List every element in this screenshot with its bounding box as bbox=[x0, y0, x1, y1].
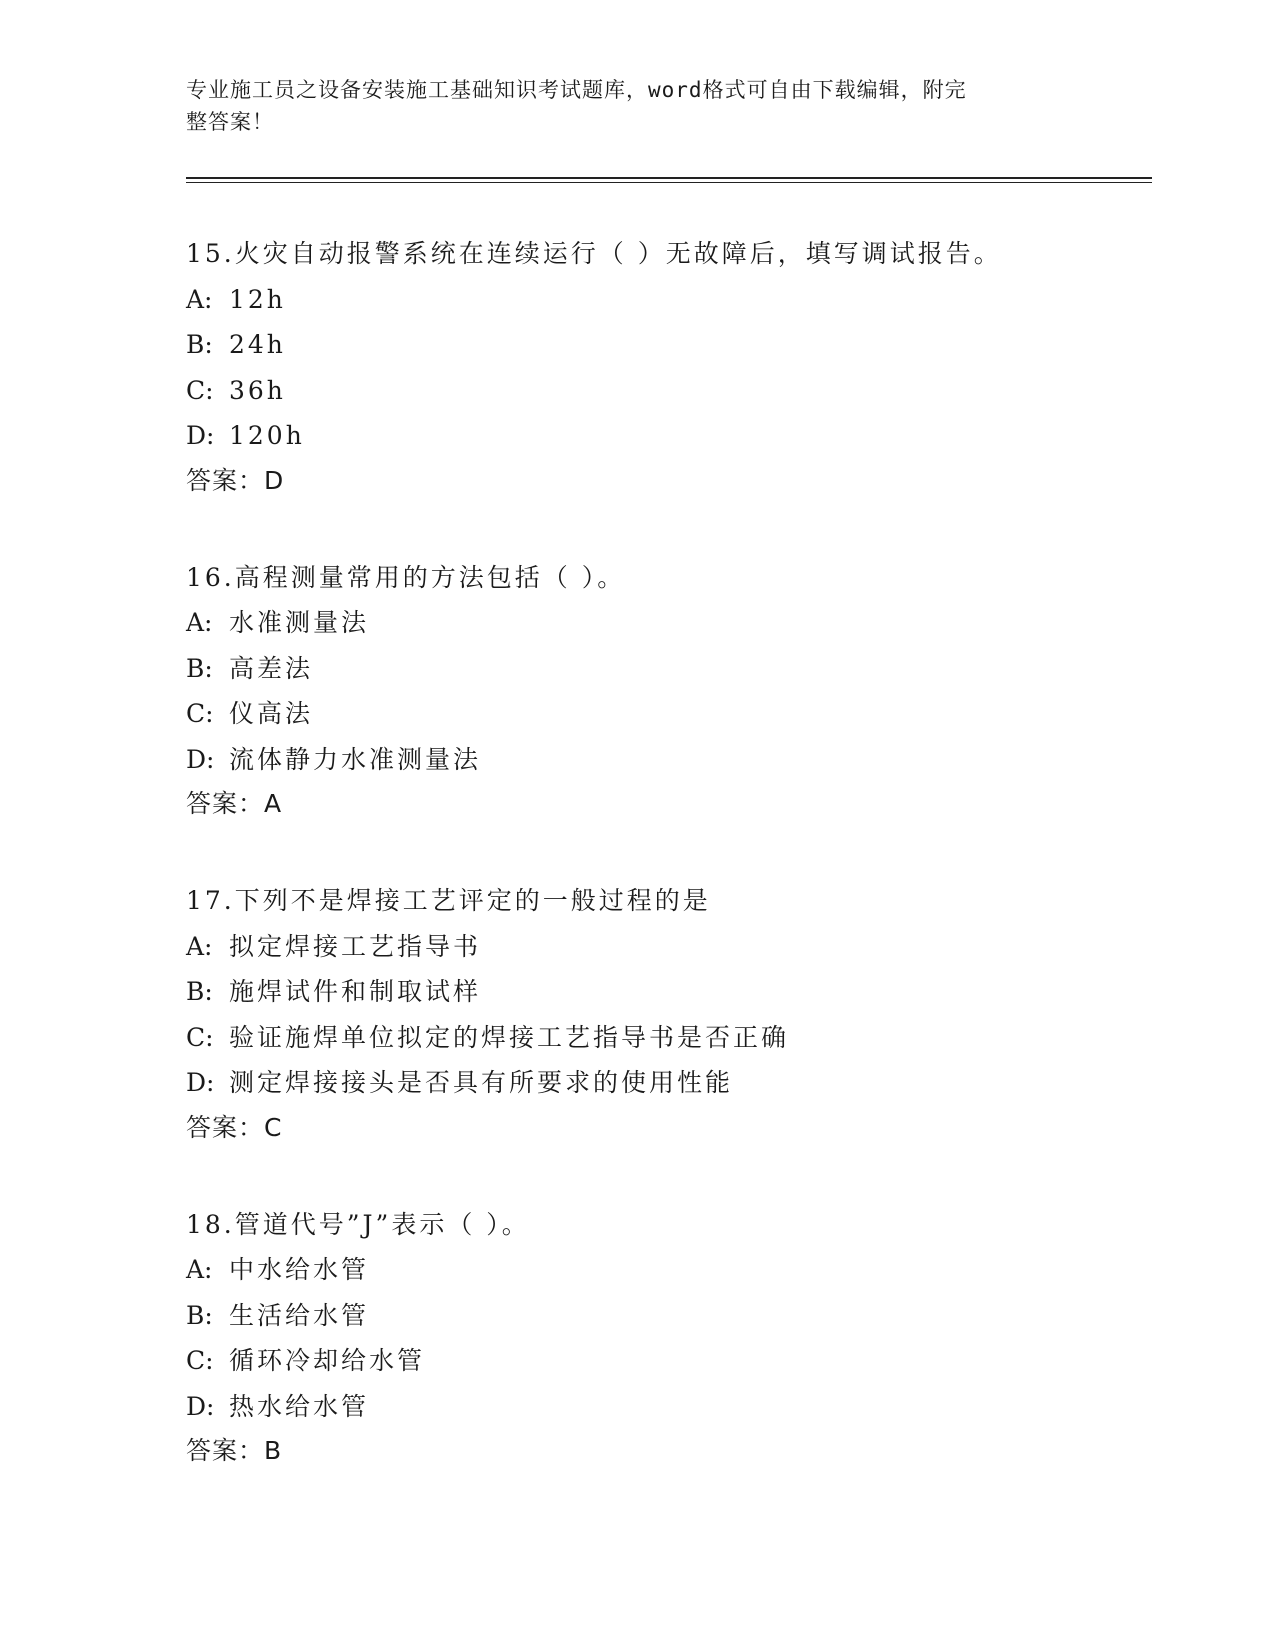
option-text: 生活给水管 bbox=[229, 1300, 370, 1330]
question-16 bbox=[186, 555, 1146, 827]
option-text: 热水给水管 bbox=[229, 1391, 370, 1421]
option-letter: B: bbox=[186, 1300, 213, 1330]
option-letter: A: bbox=[186, 284, 213, 314]
option-letter: B: bbox=[186, 653, 213, 683]
question-17 bbox=[186, 878, 1146, 1150]
option-d bbox=[186, 413, 1146, 459]
option-c bbox=[186, 1338, 1146, 1384]
option-text: 循环冷却给水管 bbox=[229, 1346, 426, 1375]
option-letter: A: bbox=[186, 931, 213, 961]
option-text: 36h bbox=[229, 375, 286, 405]
option-text: 验证施焊单位拟定的焊接工艺指导书是否正确 bbox=[229, 1022, 790, 1052]
option-a bbox=[186, 1247, 1146, 1293]
header-divider-thin bbox=[186, 182, 1152, 183]
option-d bbox=[186, 1384, 1146, 1430]
option-text: 拟定焊接工艺指导书 bbox=[229, 931, 482, 961]
option-text: 流体静力水准测量法 bbox=[229, 744, 482, 774]
header-line-1: 专业施工员之设备安装施工基础知识考试题库，word格式可自由下载编辑，附完 bbox=[186, 78, 967, 102]
option-text: 水准测量法 bbox=[229, 608, 370, 637]
document-header bbox=[186, 74, 1066, 138]
option-letter: A: bbox=[186, 608, 213, 637]
question-stem: 18.管道代号”J”表示（ ）。 bbox=[186, 1209, 530, 1239]
option-c bbox=[186, 691, 1146, 737]
option-b bbox=[186, 322, 1146, 368]
option-letter: D: bbox=[186, 1391, 215, 1421]
option-c bbox=[186, 1015, 1146, 1061]
question-stem: 16.高程测量常用的方法包括（ ）。 bbox=[186, 562, 626, 592]
answer-line: 答案：D bbox=[186, 465, 285, 495]
option-letter: D: bbox=[186, 421, 215, 450]
option-a bbox=[186, 924, 1146, 970]
answer-line: 答案：A bbox=[186, 789, 283, 818]
option-a bbox=[186, 600, 1146, 646]
option-letter: C: bbox=[186, 1022, 214, 1052]
question-list bbox=[186, 231, 1146, 1525]
option-c bbox=[186, 368, 1146, 414]
option-b bbox=[186, 969, 1146, 1015]
question-stem: 15.火灾自动报警系统在连续运行（ ）无故障后，填写调试报告。 bbox=[186, 239, 1002, 268]
option-b bbox=[186, 1293, 1146, 1339]
header-divider-thick bbox=[186, 177, 1152, 179]
option-text: 24h bbox=[229, 330, 286, 359]
header-line-2: 整答案！ bbox=[186, 110, 274, 134]
answer-line: 答案：B bbox=[186, 1436, 283, 1465]
option-letter: D: bbox=[186, 1068, 215, 1097]
option-letter: C: bbox=[186, 1346, 214, 1375]
answer-line: 答案：C bbox=[186, 1112, 283, 1142]
option-text: 中水给水管 bbox=[229, 1255, 370, 1284]
option-letter: C: bbox=[186, 699, 214, 728]
option-letter: B: bbox=[186, 330, 213, 359]
option-a bbox=[186, 277, 1146, 323]
option-b bbox=[186, 646, 1146, 692]
question-18 bbox=[186, 1202, 1146, 1474]
question-15 bbox=[186, 231, 1146, 503]
option-text: 仪高法 bbox=[229, 699, 314, 728]
option-letter: A: bbox=[186, 1255, 213, 1284]
question-stem: 17.下列不是焊接工艺评定的一般过程的是 bbox=[186, 886, 711, 915]
option-text: 120h bbox=[229, 421, 305, 450]
option-d bbox=[186, 1060, 1146, 1106]
option-text: 高差法 bbox=[229, 653, 314, 683]
option-text: 测定焊接接头是否具有所要求的使用性能 bbox=[229, 1068, 734, 1097]
option-letter: B: bbox=[186, 977, 213, 1006]
option-text: 施焊试件和制取试样 bbox=[229, 977, 482, 1006]
option-letter: C: bbox=[186, 375, 214, 405]
option-letter: D: bbox=[186, 744, 215, 774]
option-text: 12h bbox=[229, 284, 286, 314]
option-d bbox=[186, 737, 1146, 783]
